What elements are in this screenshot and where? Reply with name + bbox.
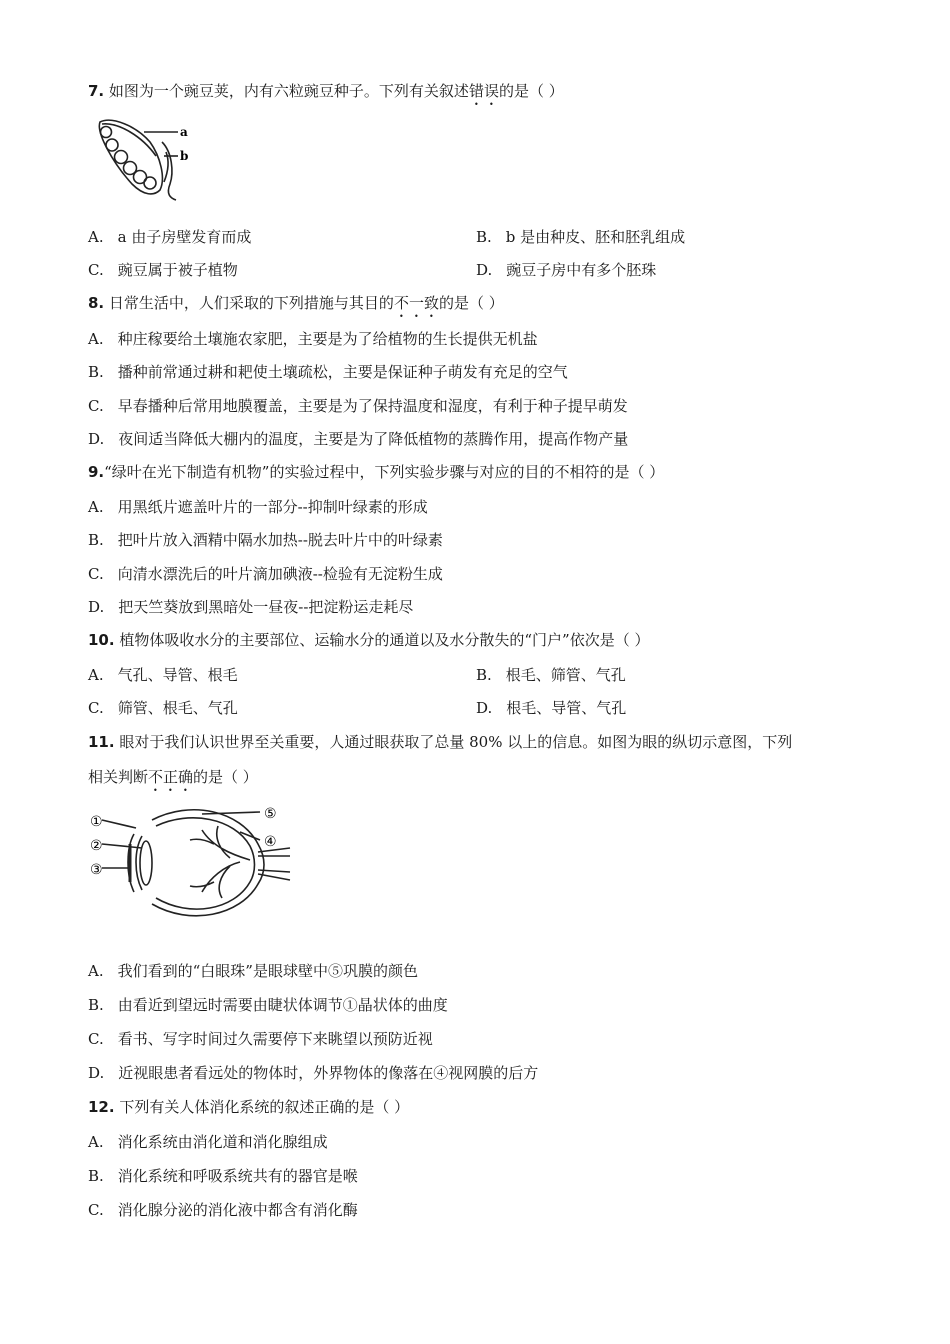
option-a — [88, 1131, 328, 1152]
option-letter: A. — [88, 330, 104, 348]
option-text: 把天竺葵放到黑暗处一昼夜--把淀粉运走耗尽 — [118, 598, 414, 616]
option-letter: D. — [88, 430, 105, 448]
option-text: 种庄稼要给土壤施农家肥，主要是为了给植物的生长提供无机盐 — [117, 330, 538, 348]
option-letter: B. — [88, 1167, 104, 1185]
figure-label-2: ② — [90, 838, 103, 854]
question-text: “绿叶在光下制造有机物”的实验过程中，下列实验步骤与对应的目的不相符的是（ ） — [104, 463, 665, 481]
question-number: 11. — [88, 733, 115, 751]
option-c — [88, 1199, 358, 1220]
figure-label-a: a — [180, 125, 188, 139]
option-text: 消化系统由消化道和消化腺组成 — [117, 1133, 328, 1151]
option-letter: A. — [88, 1133, 104, 1151]
question-text: 日常生活中，人们采取的下列措施与其目的 — [108, 294, 394, 312]
option-b — [88, 529, 443, 550]
option-text: 看书、写字时间过久需要停下来眺望以预防近视 — [117, 1030, 433, 1048]
option-text: b 是由种皮、胚和胚乳组成 — [505, 228, 686, 246]
figure-label-1: ① — [90, 814, 103, 830]
option-d — [88, 1062, 538, 1083]
option-text: 豌豆子房中有多个胚珠 — [506, 261, 657, 279]
question-number: 8. — [88, 294, 105, 312]
question-text-line1: 眼对于我们认识世界至关重要，人通过眼获取了总量 80% 以上的信息。如图为眼的纵切示意图，下列 — [119, 733, 793, 751]
option-text: 筛管、根毛、气孔 — [117, 699, 238, 717]
option-letter: B. — [476, 228, 492, 246]
option-b — [476, 664, 626, 685]
option-a — [88, 226, 251, 247]
question-text-end: 的是（ ） — [498, 82, 564, 100]
option-letter: D. — [476, 699, 493, 717]
question-text-end: 的是（ ） — [193, 768, 258, 786]
option-letter: A. — [88, 498, 104, 516]
option-text: 用黑纸片遮盖叶片的一部分--抑制叶绿素的形成 — [117, 498, 428, 516]
figure-label-4: ④ — [264, 834, 277, 850]
option-letter: B. — [476, 666, 492, 684]
option-letter: C. — [88, 565, 104, 583]
option-letter: D. — [476, 261, 493, 279]
question-number: 12. — [88, 1098, 115, 1116]
option-letter: A. — [88, 666, 104, 684]
option-letter: B. — [88, 531, 104, 549]
option-b — [88, 994, 448, 1015]
option-text: 根毛、导管、气孔 — [506, 699, 627, 717]
option-text: a 由子房壁发育而成 — [117, 228, 252, 246]
option-letter: A. — [88, 962, 104, 980]
option-text: 消化系统和呼吸系统共有的器官是喉 — [117, 1167, 358, 1185]
question-11-line2 — [88, 766, 258, 795]
question-number: 10. — [88, 631, 115, 649]
option-b — [88, 1165, 358, 1186]
option-letter: D. — [88, 598, 105, 616]
question-text-end: 的是（ ） — [438, 294, 504, 312]
question-7 — [88, 80, 564, 109]
option-text: 我们看到的“白眼珠”是眼球壁中⑤巩膜的颜色 — [117, 962, 418, 980]
option-letter: D. — [88, 1064, 105, 1082]
figure-label-3: ③ — [90, 862, 103, 878]
question-text: 下列有关人体消化系统的叙述正确的是（ ） — [119, 1098, 410, 1116]
option-c — [88, 1028, 433, 1049]
option-letter: B. — [88, 996, 104, 1014]
question-9 — [88, 461, 664, 482]
option-text: 由看近到望远时需要由睫状体调节①晶状体的曲度 — [117, 996, 448, 1014]
option-b — [88, 361, 568, 382]
pea-pod-figure — [92, 112, 202, 202]
option-letter: C. — [88, 261, 104, 279]
option-letter: A. — [88, 228, 104, 246]
figure-label-5: ⑤ — [264, 806, 277, 822]
eye-section-figure — [90, 800, 295, 925]
option-c — [88, 259, 238, 280]
option-a — [88, 328, 538, 349]
question-10 — [88, 629, 649, 650]
question-number: 9. — [88, 463, 105, 481]
figure-label-b: b — [180, 149, 189, 163]
option-c — [88, 697, 238, 718]
option-a — [88, 960, 418, 981]
question-text: 如图为一个豌豆荚，内有六粒豌豆种子。下列有关叙述 — [108, 82, 469, 100]
question-12 — [88, 1096, 409, 1117]
option-d — [476, 259, 656, 280]
emphasis-text: 不一致 — [393, 294, 439, 312]
option-text: 根毛、筛管、气孔 — [505, 666, 626, 684]
option-text: 近视眼患者看远处的物体时，外界物体的像落在④视网膜的后方 — [118, 1064, 539, 1082]
option-letter: C. — [88, 397, 104, 415]
option-c — [88, 563, 443, 584]
option-text: 豌豆属于被子植物 — [117, 261, 238, 279]
option-letter: C. — [88, 1201, 104, 1219]
emphasis-text: 不正确 — [148, 768, 194, 786]
question-text: 植物体吸收水分的主要部位、运输水分的通道以及水分散失的“门户”依次是（ ） — [119, 631, 650, 649]
option-a — [88, 664, 238, 685]
option-d — [476, 697, 626, 718]
question-11 — [88, 731, 792, 752]
option-a — [88, 496, 428, 517]
question-text: 相关判断 — [88, 768, 149, 786]
option-text: 早春播种后常用地膜覆盖，主要是为了保持温度和湿度，有利于种子提早萌发 — [117, 397, 628, 415]
option-c — [88, 395, 628, 416]
option-letter: C. — [88, 699, 104, 717]
option-text: 气孔、导管、根毛 — [117, 666, 238, 684]
option-letter: B. — [88, 363, 104, 381]
option-text: 夜间适当降低大棚内的温度，主要是为了降低植物的蒸腾作用，提高作物产量 — [118, 430, 629, 448]
option-d — [88, 428, 628, 449]
option-text: 把叶片放入酒精中隔水加热--脱去叶片中的叶绿素 — [117, 531, 443, 549]
option-letter: C. — [88, 1030, 104, 1048]
emphasis-text: 错误 — [468, 82, 499, 100]
option-d — [88, 596, 413, 617]
option-text: 向清水漂洗后的叶片滴加碘液--检验有无淀粉生成 — [117, 565, 443, 583]
option-text: 播种前常通过耕和耙使土壤疏松，主要是保证种子萌发有充足的空气 — [117, 363, 568, 381]
question-number: 7. — [88, 82, 105, 100]
option-b — [476, 226, 685, 247]
question-8 — [88, 292, 504, 321]
option-text: 消化腺分泌的消化液中都含有消化酶 — [117, 1201, 358, 1219]
